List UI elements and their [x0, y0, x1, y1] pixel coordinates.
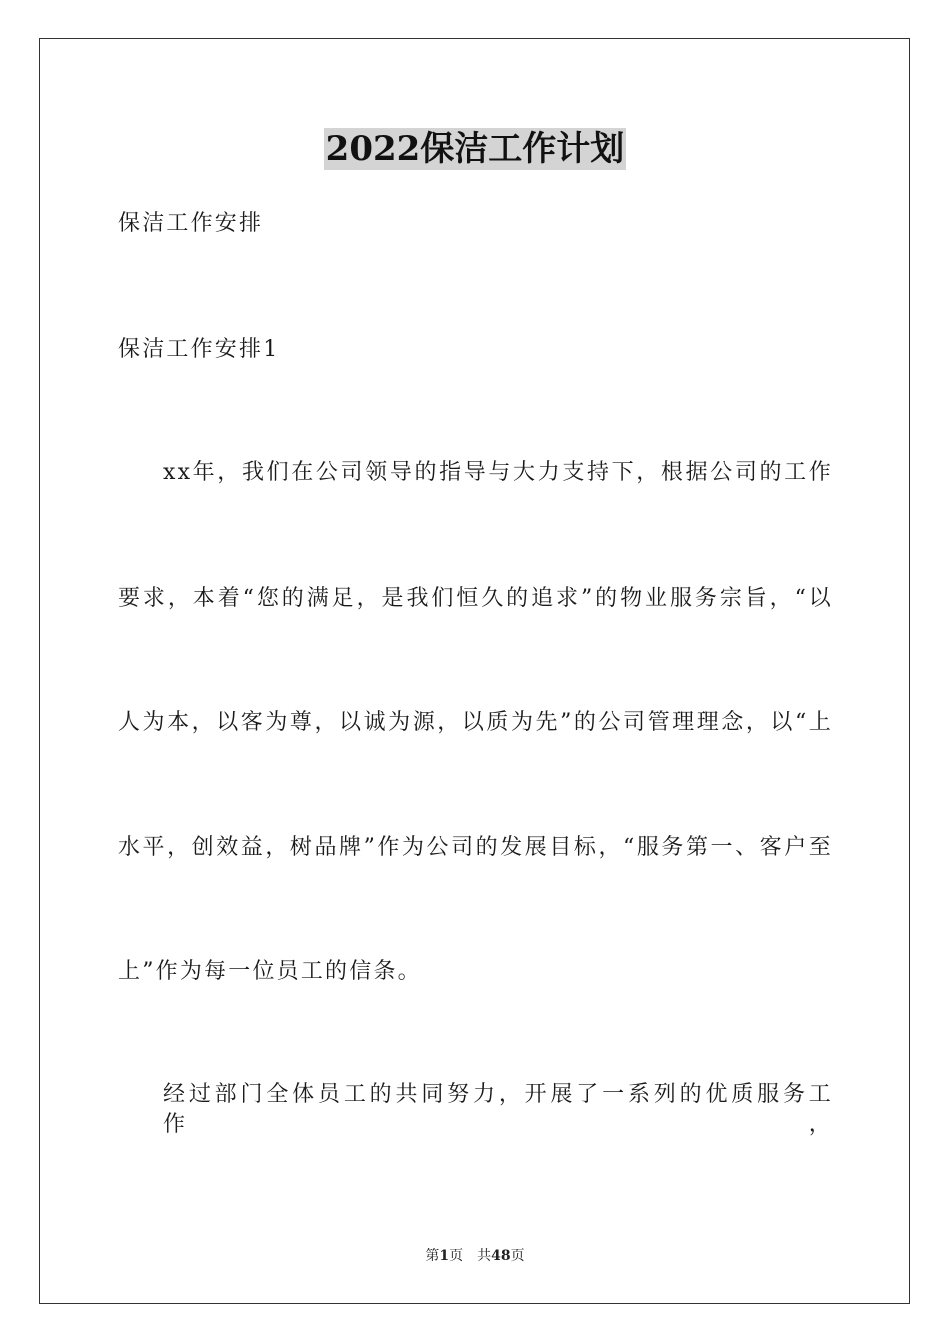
page-footer [0, 1247, 950, 1265]
footer-total-suffix: 页 [510, 1248, 525, 1264]
footer-total-prefix: 共 [477, 1248, 492, 1264]
paragraph2-line-1: 经过部门全体员工的共同努力，开展了一系列的优质服务工作， [163, 1082, 833, 1137]
paragraph-line-3: 人为本，以客为尊，以诚为源，以质为先”的公司管理理念，以“上 [118, 710, 833, 735]
paragraph-line-2: 要求，本着“您的满足，是我们恒久的追求”的物业服务宗旨，“以 [118, 586, 833, 611]
document-title: 2022保洁工作计划 [325, 129, 625, 169]
title-container [0, 128, 950, 170]
subheading-line: 保洁工作安排1 [118, 337, 280, 362]
paragraph-line-4: 水平，创效益，树品牌”作为公司的发展目标，“服务第一、客户至 [118, 835, 833, 860]
footer-page-current: 1 [439, 1248, 450, 1264]
paragraph-line-5: 上”作为每一位员工的信条。 [118, 959, 422, 984]
paragraph-line-1: xx年，我们在公司领导的指导与大力支持下，根据公司的工作 [163, 460, 833, 485]
footer-page-prefix: 第 [425, 1248, 440, 1264]
footer-page-total: 48 [491, 1248, 511, 1264]
heading-line: 保洁工作安排 [118, 211, 264, 236]
footer-page-suffix: 页 [449, 1248, 464, 1264]
